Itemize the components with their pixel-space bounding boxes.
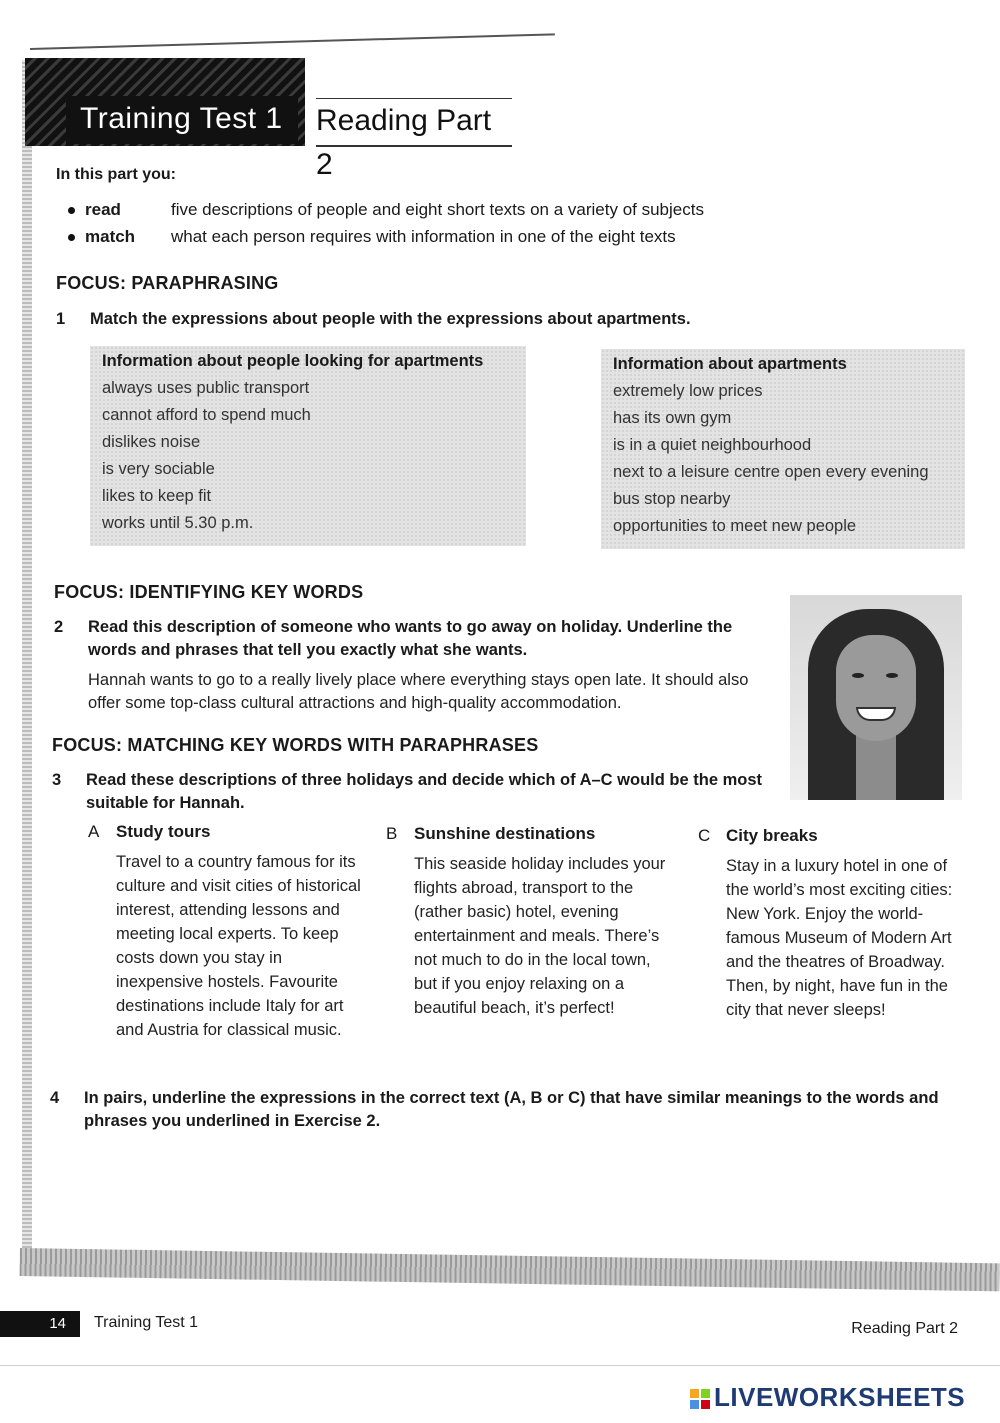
- intro-bullet-read: [68, 200, 704, 220]
- option-letter: B: [386, 824, 398, 843]
- bullet-dot-icon: [68, 207, 75, 214]
- hannah-photo: [790, 595, 962, 800]
- question-number: 1: [56, 310, 66, 328]
- hannah-description: Hannah wants to go to a really lively place where everything stays open late. It should also offer some top-class cultural attractions and high-quality accommodation.: [88, 671, 749, 712]
- option-text: Travel to a country famous for its culture and visit cities of historical interest, attending lessons and meeting local experts. To keep costs down you stay in inexpensive hostels. Favourite destinations include Italy for art and Austria for classical music.: [116, 853, 361, 1039]
- bullet-word: read: [85, 200, 121, 219]
- people-item: works until 5.30 p.m.: [102, 514, 254, 532]
- header-subtitle: Reading Part 2: [316, 98, 512, 147]
- option-letter: C: [698, 826, 711, 845]
- focus-paraphrasing-heading: FOCUS: PARAPHRASING: [56, 273, 279, 293]
- apartment-item: next to a leisure centre open every evening: [613, 463, 929, 481]
- people-item: dislikes noise: [102, 433, 201, 451]
- intro-heading: In this part you:: [56, 166, 176, 183]
- question-1: [56, 308, 950, 331]
- photo-neck: [856, 735, 896, 800]
- question-number: 4: [50, 1089, 60, 1107]
- apartment-item: bus stop nearby: [613, 490, 731, 508]
- apartments-box-title: Information about apartments: [613, 355, 847, 373]
- bullet-word: match: [85, 227, 136, 246]
- liveworksheets-brand[interactable]: [690, 1382, 965, 1413]
- bullet-text: what each person requires with information in one of the eight texts: [171, 227, 676, 246]
- option-letter: A: [88, 822, 100, 841]
- liveworksheets-logo-icon: [690, 1389, 710, 1409]
- people-item: cannot afford to spend much: [102, 406, 311, 424]
- apartment-item: is in a quiet neighbourhood: [613, 436, 812, 454]
- question-number: 2: [54, 618, 64, 636]
- people-item: is very sociable: [102, 460, 215, 478]
- apartment-item: extremely low prices: [613, 382, 763, 400]
- people-item: always uses public transport: [102, 379, 310, 397]
- page-edge-shadow: [22, 60, 32, 1260]
- brand-text: LIVEWORKSHEETS: [714, 1382, 966, 1412]
- photo-eye: [852, 673, 864, 678]
- footer-right-label: Reading Part 2: [851, 1320, 958, 1337]
- question-number: 3: [52, 771, 62, 789]
- people-box-title: Information about people looking for apartments: [102, 352, 484, 370]
- option-title: Study tours: [116, 822, 211, 841]
- apartment-item: has its own gym: [613, 409, 732, 427]
- question-text: Read these descriptions of three holidays and decide which of A–C would be the most suitable for Hannah.: [86, 771, 763, 812]
- footer-left-label: Training Test 1: [94, 1314, 199, 1331]
- option-text: Stay in a luxury hotel in one of the world’s most exciting cities: New York. Enjoy the world-famous Museum of Modern Art and the theatres of Broadway. Then, by night, have fun in the city that never sleeps!: [726, 857, 953, 1019]
- option-c: [698, 826, 966, 1022]
- apartment-item: opportunities to meet new people: [613, 517, 857, 535]
- question-text: Read this description of someone who wants to go away on holiday. Underline the words and phrases that tell you exactly what she wants.: [88, 618, 733, 659]
- photo-face: [836, 635, 916, 741]
- people-item: likes to keep fit: [102, 487, 212, 505]
- apartments-info-box: [601, 349, 965, 549]
- bullet-text: five descriptions of people and eight short texts on a variety of subjects: [171, 200, 704, 219]
- question-text: Match the expressions about people with the expressions about apartments.: [90, 310, 691, 328]
- bullet-dot-icon: [68, 234, 75, 241]
- footer-rule: [0, 1365, 1000, 1366]
- header-title: Training Test 1: [66, 96, 298, 144]
- question-2: [54, 616, 768, 662]
- question-3: [52, 769, 786, 815]
- people-info-box: [90, 346, 526, 546]
- intro-bullet-match: [68, 227, 676, 247]
- option-title: City breaks: [726, 826, 818, 845]
- question-4: [50, 1087, 974, 1133]
- question-text: In pairs, underline the expressions in the correct text (A, B or C) that have similar meanings to the words and phrases you underlined in Exercise 2.: [84, 1089, 939, 1130]
- option-title: Sunshine destinations: [414, 824, 596, 843]
- option-a: [88, 822, 366, 1042]
- option-text: This seaside holiday includes your flights abroad, transport to the (rather basic) hotel, evening entertainment and meals. There’s not much to do in the local town, but if you enjoy relaxing on a beautiful beach, it’s perfect!: [414, 855, 666, 1017]
- focus-matching-heading: FOCUS: MATCHING KEY WORDS WITH PARAPHRASES: [52, 735, 539, 755]
- focus-key-words-heading: FOCUS: IDENTIFYING KEY WORDS: [54, 582, 364, 602]
- photo-eye: [886, 673, 898, 678]
- top-rule: [30, 33, 555, 50]
- bottom-band: [20, 1248, 1000, 1291]
- option-b: [386, 824, 676, 1020]
- page-number: 14: [0, 1311, 80, 1337]
